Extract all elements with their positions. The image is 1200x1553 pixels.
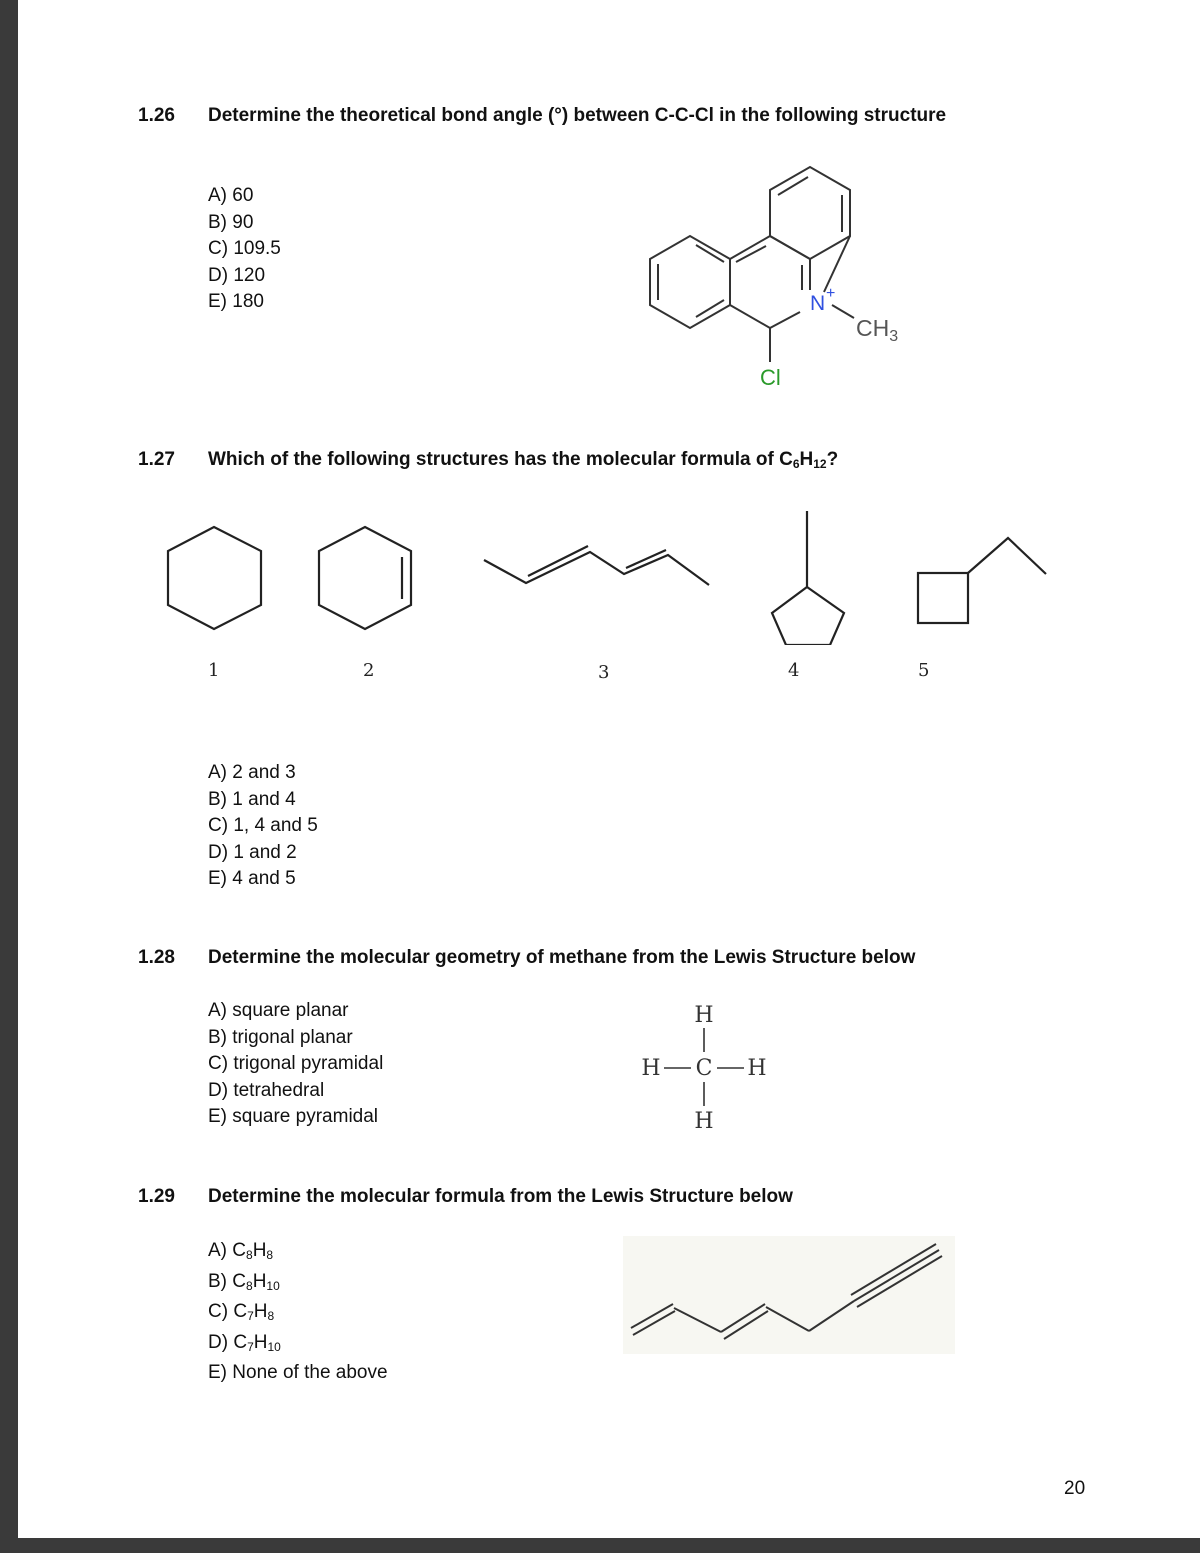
- question-text-1-26: Determine the theoretical bond angle (°) between C-C-Cl in the following structure: [208, 105, 947, 126]
- atom-h-left: H: [641, 1056, 661, 1081]
- structure-number-5: 5: [918, 660, 930, 681]
- choice-b: B) $C_8H_{10}$: [208, 1270, 280, 1293]
- choice-c: C) 1, 4 and 5: [208, 815, 318, 836]
- choice-c: C) 109.5: [208, 238, 281, 259]
- methane-lewis-structure: [633, 995, 783, 1135]
- question-text-1-29: Determine the molecular formula from the Lewis Structure below: [208, 1186, 793, 1207]
- charge-label: +: [826, 285, 836, 302]
- nitrogen-label: N: [810, 292, 826, 315]
- question-text-1-28: Determine the molecular geometry of methane from the Lewis Structure below: [208, 947, 916, 968]
- structure-5-ethylcyclobutane: [918, 538, 1046, 623]
- phenanthridinium-structure: [618, 150, 918, 395]
- structure-number-2: 2: [363, 660, 375, 681]
- structure-3-hexadiene: [484, 546, 709, 585]
- atom-h-bottom: H: [694, 1109, 714, 1134]
- choice-d: D) $C_7H_{10}$: [208, 1331, 281, 1354]
- choice-c: C) trigonal pyramidal: [208, 1053, 384, 1074]
- choices-1-26: [208, 183, 281, 316]
- choice-d: D) tetrahedral: [208, 1079, 325, 1101]
- page-number: 20: [1064, 1478, 1086, 1499]
- methyl-label: $CH_3$: [856, 315, 899, 345]
- choice-a: A) 2 and 3: [208, 762, 296, 783]
- question-number-1-28: 1.28: [138, 947, 175, 968]
- choice-a: A) $C_8H_8$: [208, 1240, 274, 1262]
- atom-h-right: H: [747, 1056, 767, 1081]
- choice-e: E) 4 and 5: [208, 868, 296, 889]
- choice-c: C) $C_7H_8$: [208, 1301, 275, 1323]
- choice-a: A) 60: [208, 185, 254, 206]
- question-number-1-29: 1.29: [138, 1186, 175, 1207]
- choice-b: B) 90: [208, 211, 254, 233]
- choice-e: E) None of the above: [208, 1362, 388, 1383]
- choice-d: D) 120: [208, 264, 266, 286]
- choice-b: B) 1 and 4: [208, 788, 296, 810]
- chlorine-label: Cl: [760, 365, 781, 390]
- structure-2-cyclohexene: [319, 527, 411, 629]
- choices-1-27: [208, 760, 318, 893]
- atom-c-center: C: [695, 1056, 713, 1081]
- enyne-skeletal-structure: [623, 1236, 955, 1354]
- structure-number-1: 1: [208, 660, 220, 681]
- choice-e: E) square pyramidal: [208, 1106, 379, 1127]
- structure-number-4: 4: [788, 660, 800, 681]
- candidate-structures: [158, 505, 1058, 645]
- choice-b: B) trigonal planar: [208, 1026, 353, 1048]
- atom-h-top: H: [694, 1003, 714, 1028]
- question-number-1-27: 1.27: [138, 449, 175, 470]
- document-page: [18, 0, 1200, 1538]
- question-text-1-27: Which of the following structures has the molecular formula of $C_6H_{12}$?: [208, 449, 839, 471]
- choices-1-28: [208, 998, 383, 1131]
- structure-4-methylcyclopentane: [772, 511, 844, 645]
- choice-a: A) square planar: [208, 1000, 349, 1021]
- question-number-1-26: 1.26: [138, 105, 175, 126]
- choice-e: E) 180: [208, 291, 264, 312]
- structure-number-3: 3: [598, 662, 610, 683]
- choices-1-29: [208, 1238, 388, 1387]
- structure-1-cyclohexane: [168, 527, 261, 629]
- choice-d: D) 1 and 2: [208, 841, 297, 863]
